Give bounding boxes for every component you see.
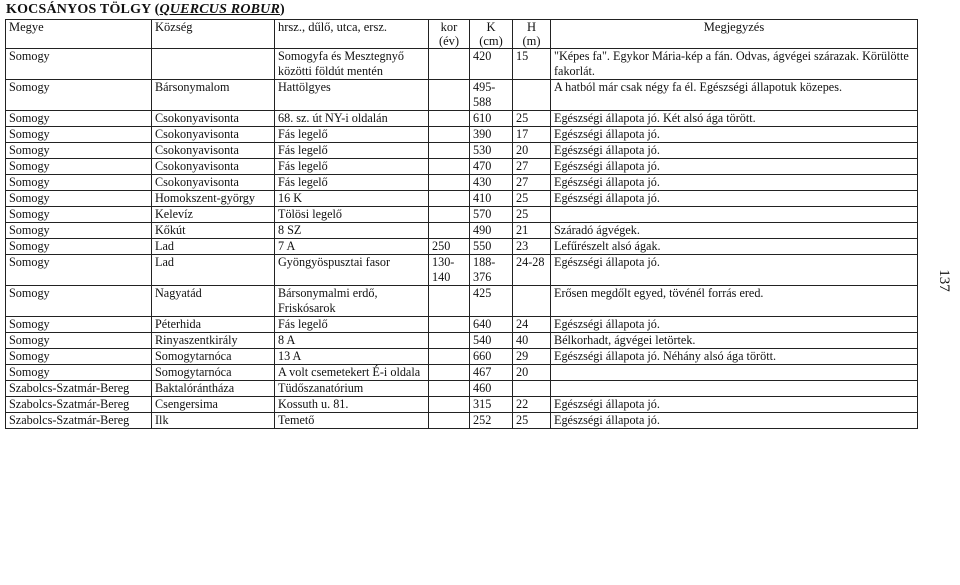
cell-h: 24-28 — [513, 255, 551, 286]
cell-kozseg: Homokszent-györgy — [152, 191, 275, 207]
cell-hrsz: 8 A — [275, 333, 429, 349]
cell-megye: Somogy — [6, 333, 152, 349]
cell-hrsz: 16 K — [275, 191, 429, 207]
cell-megjegyzes: Lefűrészelt alsó ágak. — [551, 239, 918, 255]
table-row — [6, 333, 918, 349]
cell-hrsz: Fás legelő — [275, 143, 429, 159]
header-megye: Megye — [6, 20, 152, 49]
cell-kozseg: Csokonyavisonta — [152, 143, 275, 159]
cell-kor — [429, 175, 470, 191]
cell-megye: Szabolcs-Szatmár-Bereg — [6, 397, 152, 413]
header-h: H (m) — [513, 20, 551, 49]
cell-megjegyzes: Bélkorhadt, ágvégei letörtek. — [551, 333, 918, 349]
document-title — [6, 2, 285, 18]
cell-h: 20 — [513, 143, 551, 159]
cell-megjegyzes: Egészségi állapota jó. — [551, 397, 918, 413]
table-row — [6, 365, 918, 381]
title-close: ) — [280, 2, 285, 17]
cell-megye: Somogy — [6, 239, 152, 255]
cell-kozseg: Kőkút — [152, 223, 275, 239]
cell-megjegyzes: Egészségi állapota jó. Két alsó ága törött. — [551, 111, 918, 127]
cell-k: 315 — [470, 397, 513, 413]
cell-kor — [429, 111, 470, 127]
cell-k: 640 — [470, 317, 513, 333]
cell-megjegyzes: Egészségi állapota jó. — [551, 127, 918, 143]
cell-hrsz: 13 A — [275, 349, 429, 365]
cell-kor — [429, 49, 470, 80]
cell-kozseg: Lad — [152, 239, 275, 255]
header-kozseg: Község — [152, 20, 275, 49]
table-row — [6, 80, 918, 111]
cell-kozseg: Lad — [152, 255, 275, 286]
title-latin-name: QUERCUS ROBUR — [159, 2, 281, 17]
cell-k: 252 — [470, 413, 513, 429]
cell-hrsz: 8 SZ — [275, 223, 429, 239]
cell-kozseg: Nagyatád — [152, 286, 275, 317]
table-row — [6, 127, 918, 143]
cell-k: 530 — [470, 143, 513, 159]
cell-h: 24 — [513, 317, 551, 333]
cell-kor — [429, 365, 470, 381]
cell-h: 25 — [513, 191, 551, 207]
cell-megjegyzes — [551, 381, 918, 397]
tree-registry-table — [5, 19, 918, 429]
cell-megye: Somogy — [6, 191, 152, 207]
cell-k: 490 — [470, 223, 513, 239]
cell-h: 22 — [513, 397, 551, 413]
cell-h: 25 — [513, 413, 551, 429]
cell-hrsz: Temető — [275, 413, 429, 429]
cell-hrsz: Bársonymalmi erdő, Friskósarok — [275, 286, 429, 317]
cell-hrsz: Fás legelő — [275, 175, 429, 191]
cell-hrsz: Tüdőszanatórium — [275, 381, 429, 397]
cell-megjegyzes: Egészségi állapota jó. — [551, 175, 918, 191]
table-row — [6, 413, 918, 429]
cell-megye: Somogy — [6, 365, 152, 381]
page-number: 137 — [935, 269, 952, 292]
cell-megye: Somogy — [6, 143, 152, 159]
cell-kozseg: Csengersima — [152, 397, 275, 413]
cell-k: 467 — [470, 365, 513, 381]
cell-kor — [429, 381, 470, 397]
cell-kozseg: Rinyaszentkirály — [152, 333, 275, 349]
cell-hrsz: A volt csemetekert É-i oldala — [275, 365, 429, 381]
cell-k: 425 — [470, 286, 513, 317]
table-row — [6, 239, 918, 255]
header-kor: kor (év) — [429, 20, 470, 49]
cell-kor — [429, 333, 470, 349]
cell-megjegyzes: A hatból már csak négy fa él. Egészségi állapotuk közepes. — [551, 80, 918, 111]
cell-megye: Somogy — [6, 255, 152, 286]
cell-kor — [429, 127, 470, 143]
cell-megjegyzes: Egészségi állapota jó. — [551, 413, 918, 429]
table-row — [6, 349, 918, 365]
cell-kor — [429, 397, 470, 413]
cell-kor — [429, 143, 470, 159]
cell-h: 15 — [513, 49, 551, 80]
cell-kor: 130-140 — [429, 255, 470, 286]
cell-h: 27 — [513, 175, 551, 191]
table-row — [6, 49, 918, 80]
cell-k: 550 — [470, 239, 513, 255]
cell-h — [513, 381, 551, 397]
cell-megjegyzes — [551, 365, 918, 381]
cell-kor — [429, 286, 470, 317]
cell-h: 17 — [513, 127, 551, 143]
header-megjegyzes: Megjegyzés — [551, 20, 918, 49]
cell-megye: Somogy — [6, 159, 152, 175]
cell-h: 25 — [513, 207, 551, 223]
cell-kozseg: Ilk — [152, 413, 275, 429]
table-header-row — [6, 20, 918, 49]
cell-hrsz: Kossuth u. 81. — [275, 397, 429, 413]
cell-megye: Somogy — [6, 111, 152, 127]
cell-megjegyzes: Száradó ágvégek. — [551, 223, 918, 239]
cell-kor — [429, 80, 470, 111]
cell-h: 27 — [513, 159, 551, 175]
cell-kor — [429, 207, 470, 223]
cell-hrsz: Gyöngyöspusztai fasor — [275, 255, 429, 286]
table-row — [6, 317, 918, 333]
cell-megye: Somogy — [6, 286, 152, 317]
cell-hrsz: Tölösi legelő — [275, 207, 429, 223]
table-row — [6, 381, 918, 397]
cell-k: 430 — [470, 175, 513, 191]
cell-kor — [429, 413, 470, 429]
cell-megjegyzes: "Képes fa". Egykor Mária-kép a fán. Odvas, ágvégei szárazak. Körülötte fakorlát. — [551, 49, 918, 80]
title-main: KOCSÁNYOS TÖLGY ( — [6, 2, 160, 17]
cell-k: 610 — [470, 111, 513, 127]
table-body — [6, 49, 918, 429]
cell-megjegyzes: Egészségi állapota jó. — [551, 191, 918, 207]
cell-kozseg: Csokonyavisonta — [152, 159, 275, 175]
cell-kozseg: Bársonymalom — [152, 80, 275, 111]
cell-k: 460 — [470, 381, 513, 397]
cell-kor — [429, 223, 470, 239]
cell-kor: 250 — [429, 239, 470, 255]
cell-megye: Somogy — [6, 223, 152, 239]
cell-k: 570 — [470, 207, 513, 223]
cell-kozseg: Baktalórántháza — [152, 381, 275, 397]
cell-megjegyzes: Egészségi állapota jó. — [551, 143, 918, 159]
cell-megjegyzes: Erősen megdőlt egyed, tövénél forrás ered. — [551, 286, 918, 317]
cell-megjegyzes: Egészségi állapota jó. Néhány alsó ága törött. — [551, 349, 918, 365]
cell-k: 390 — [470, 127, 513, 143]
table-row — [6, 143, 918, 159]
cell-megjegyzes: Egészségi állapota jó. — [551, 159, 918, 175]
cell-kozseg: Kelevíz — [152, 207, 275, 223]
cell-megjegyzes — [551, 207, 918, 223]
table-row — [6, 111, 918, 127]
cell-h: 21 — [513, 223, 551, 239]
cell-hrsz: Fás legelő — [275, 317, 429, 333]
cell-megye: Szabolcs-Szatmár-Bereg — [6, 381, 152, 397]
cell-kor — [429, 191, 470, 207]
cell-kor — [429, 159, 470, 175]
table-row — [6, 286, 918, 317]
cell-k: 495-588 — [470, 80, 513, 111]
table-row — [6, 223, 918, 239]
cell-kozseg — [152, 49, 275, 80]
cell-megjegyzes: Egészségi állapota jó. — [551, 317, 918, 333]
cell-hrsz: Fás legelő — [275, 127, 429, 143]
table-row — [6, 255, 918, 286]
cell-hrsz: 68. sz. út NY-i oldalán — [275, 111, 429, 127]
table-row — [6, 159, 918, 175]
cell-h: 20 — [513, 365, 551, 381]
cell-kozseg: Somogytarnóca — [152, 365, 275, 381]
cell-kozseg: Somogytarnóca — [152, 349, 275, 365]
cell-megye: Somogy — [6, 49, 152, 80]
cell-h: 29 — [513, 349, 551, 365]
cell-megye: Somogy — [6, 175, 152, 191]
cell-h — [513, 286, 551, 317]
cell-h: 40 — [513, 333, 551, 349]
table-row — [6, 397, 918, 413]
cell-hrsz: Somogyfa és Mesztegnyő közötti földút mentén — [275, 49, 429, 80]
cell-kozseg: Csokonyavisonta — [152, 127, 275, 143]
header-k: K (cm) — [470, 20, 513, 49]
table-row — [6, 175, 918, 191]
cell-hrsz: 7 A — [275, 239, 429, 255]
cell-hrsz: Hattölgyes — [275, 80, 429, 111]
cell-kozseg: Péterhida — [152, 317, 275, 333]
cell-megye: Somogy — [6, 349, 152, 365]
cell-megye: Somogy — [6, 317, 152, 333]
cell-megjegyzes: Egészségi állapota jó. — [551, 255, 918, 286]
cell-h: 25 — [513, 111, 551, 127]
cell-k: 470 — [470, 159, 513, 175]
cell-megye: Somogy — [6, 207, 152, 223]
cell-k: 420 — [470, 49, 513, 80]
table-row — [6, 207, 918, 223]
cell-megye: Somogy — [6, 80, 152, 111]
cell-h — [513, 80, 551, 111]
table-row — [6, 191, 918, 207]
cell-h: 23 — [513, 239, 551, 255]
cell-kozseg: Csokonyavisonta — [152, 111, 275, 127]
cell-hrsz: Fás legelő — [275, 159, 429, 175]
cell-kor — [429, 317, 470, 333]
cell-megye: Somogy — [6, 127, 152, 143]
cell-k: 540 — [470, 333, 513, 349]
cell-k: 660 — [470, 349, 513, 365]
cell-kozseg: Csokonyavisonta — [152, 175, 275, 191]
cell-k: 188-376 — [470, 255, 513, 286]
cell-megye: Szabolcs-Szatmár-Bereg — [6, 413, 152, 429]
cell-kor — [429, 349, 470, 365]
header-hrsz: hrsz., dűlő, utca, ersz. — [275, 20, 429, 49]
cell-k: 410 — [470, 191, 513, 207]
